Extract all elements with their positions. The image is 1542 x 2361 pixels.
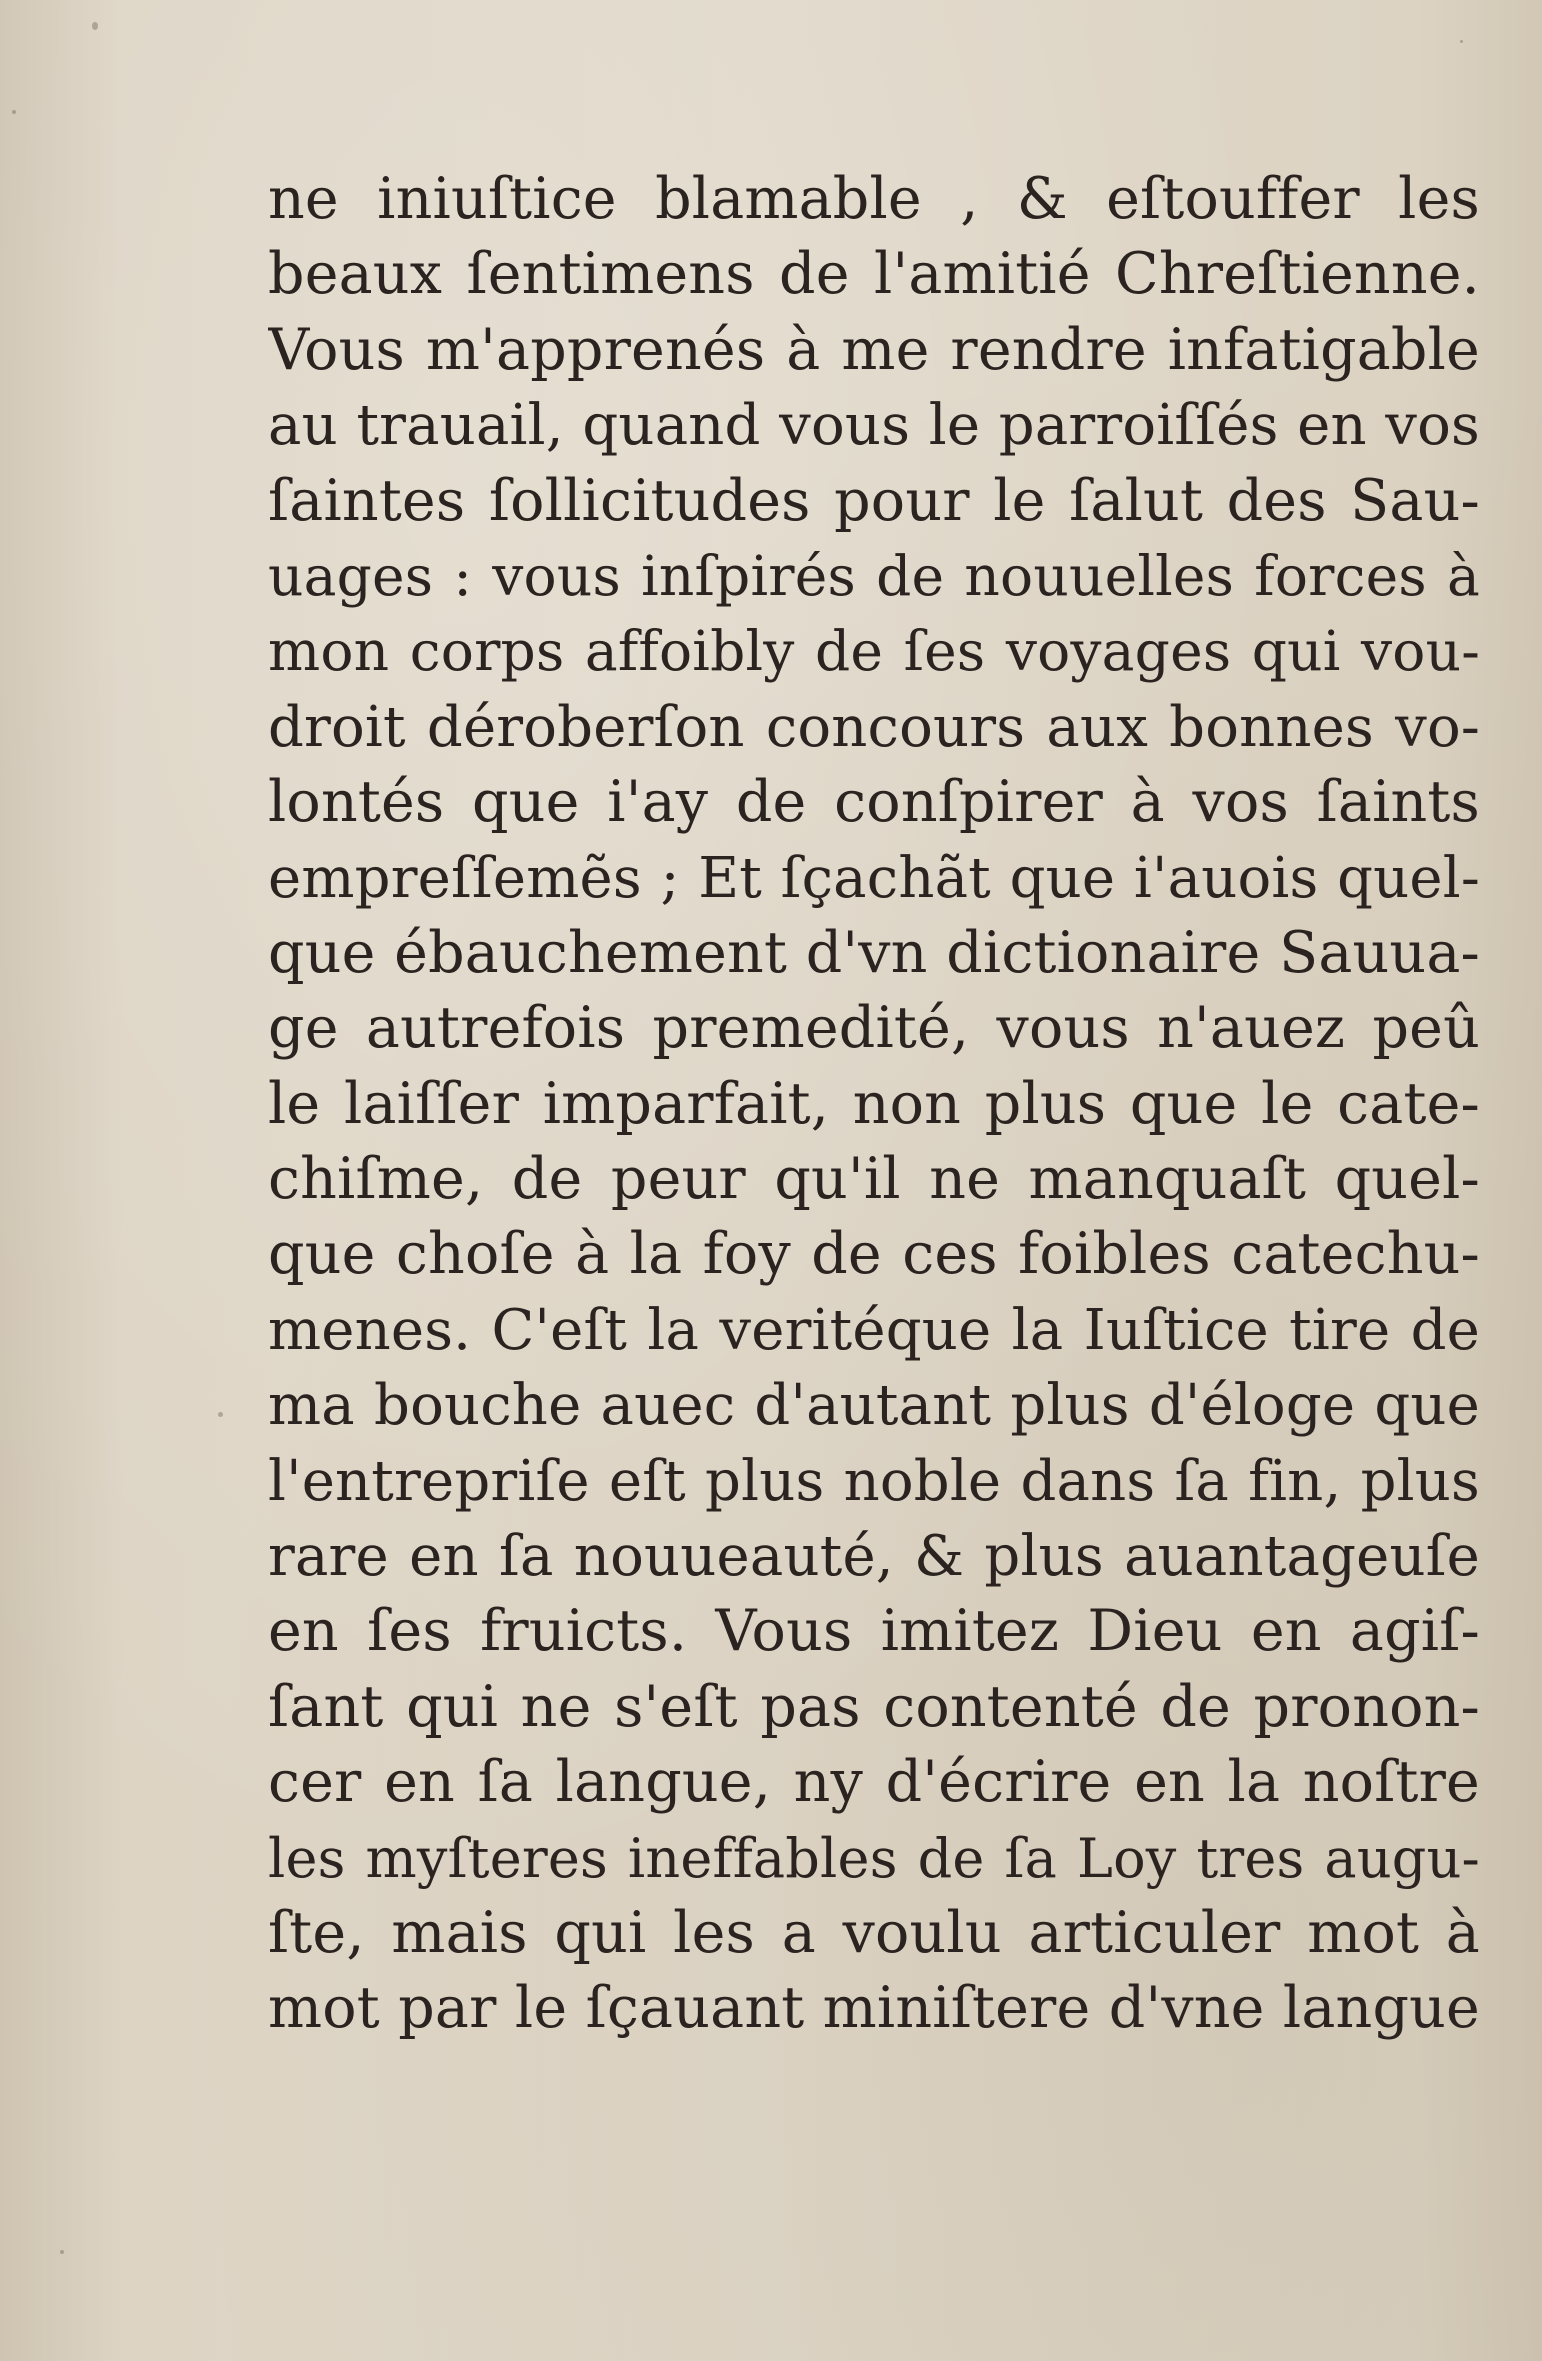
text-line: droit déroberſon concours aux bonnes vo- [268,694,1480,760]
text-line: ne iniuſtice blamable , & eſtouffer les [268,166,1480,232]
text-line: que ébauchement d'vn dictionaire Sauua- [268,919,1480,986]
text-line: ſant qui ne s'eſt pas contenté de pronon- [268,1673,1480,1740]
text-line: menes. C'eſt la veritéque la Iuſtice tire de [268,1297,1480,1363]
text-line: ſaintes ſollicitudes pour le ſalut des Sau- [268,467,1480,534]
text-line: empreſſemẽs ; Et ſçachãt que i'auois quel- [268,845,1480,911]
text-line: l'entrepriſe eſt plus noble dans ſa fin, plus [268,1448,1480,1514]
paper-speck [218,1412,223,1417]
text-line: rare en ſa nouueauté, & plus auantageuſe [268,1524,1480,1590]
text-line: le laiſſer imparfait, non plus que le cate- [268,1070,1480,1137]
text-line: ge autrefois premedité, vous n'auez peû [268,995,1480,1062]
text-line: lontés que i'ay de conſpirer à vos ſaints [268,769,1480,836]
text-line: ſte, mais qui les a voulu articuler mot à [268,1899,1480,1966]
text-line: que choſe à la foy de ces foibles catechu- [268,1221,1480,1288]
text-line: mot par le ſçauant miniſtere d'vne langue [268,1975,1480,2042]
text-line: mon corps affoibly de ſes voyages qui vou- [268,619,1480,684]
paper-speck [1460,40,1463,43]
page-text [268,162,1480,2047]
paper-speck [92,22,98,30]
text-line: en ſes fruicts. Vous imitez Dieu en agiſ- [268,1598,1480,1665]
text-line: uages : vous inſpirés de nouuelles forces à [268,543,1480,608]
text-line: chiſme, de peur qu'il ne manquaſt quel- [268,1146,1480,1213]
text-line: cer en ſa langue, ny d'écrire en la noſtre [268,1749,1480,1816]
text-line: les myſteres ineffables de ſa Loy tres augu- [268,1826,1480,1890]
text-line: Vous m'apprenés à me rendre infatigable [268,316,1480,383]
paper-speck [12,110,16,114]
text-line: au trauail, quand vous le parroiſſés en vos [268,393,1480,459]
text-line: ma bouche auec d'autant plus d'éloge que [268,1373,1480,1439]
paper-speck [60,2250,64,2254]
text-line: beaux ſentimens de l'amitié Chreſtienne. [268,241,1480,308]
